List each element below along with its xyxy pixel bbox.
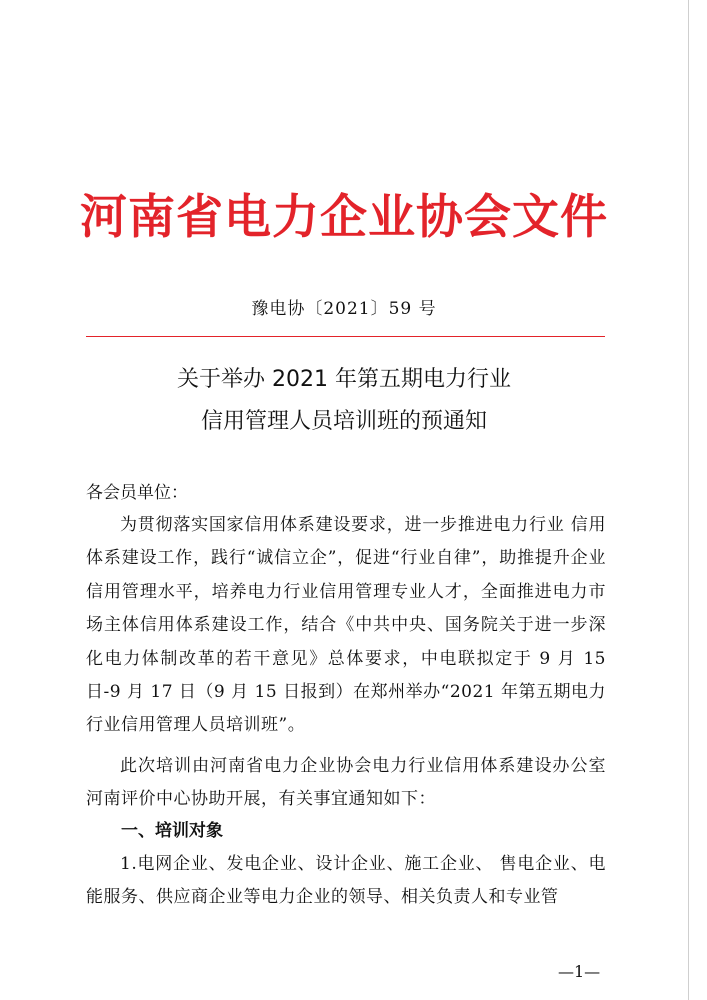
page-edge-line (688, 0, 689, 1000)
page-number: —1— (558, 962, 601, 981)
red-divider-rule (86, 336, 605, 337)
body-paragraph-intro: 为贯彻落实国家信用体系建设要求，进一步推进电力行业 信用体系建设工作，践行“诚信立企”，促进“行业自律”，助推提升企业信用管理水平，培养电力行业信用管理专业人才，全面推进电力市场主体信用体系建设工作，结合《中共中央、国务院关于进一步深化电力体制改革的若干意见》总体要求，中电联拟定于 9 月 15 日-9 月 17 日（9 月 15 日报到）在郑州举办“2021 年第五期电力行业信用管理人员培训班”。 (86, 515, 606, 736)
section-heading-training-targets: 一、培训对象 (121, 821, 223, 841)
salutation: 各会员单位： (86, 483, 188, 503)
notice-title-line-1: 关于举办 2021 年第五期电力行业 (177, 367, 511, 392)
body-paragraph-targets-item-1: 1.电网企业、发电企业、设计企业、施工企业、 售电企业、电能服务、供应商企业等电力企业的领导、相关负责人和专业管 (86, 854, 606, 908)
document-number: 豫电协〔2021〕59 号 (251, 299, 437, 319)
document-masthead: 河南省电力企业协会文件 (80, 190, 608, 245)
notice-title-line-2: 信用管理人员培训班的预通知 (200, 409, 487, 434)
body-paragraph-organizer: 此次培训由河南省电力企业协会电力行业信用体系建设办公室河南评价中心协助开展，有关事宜通知如下： (86, 756, 606, 810)
